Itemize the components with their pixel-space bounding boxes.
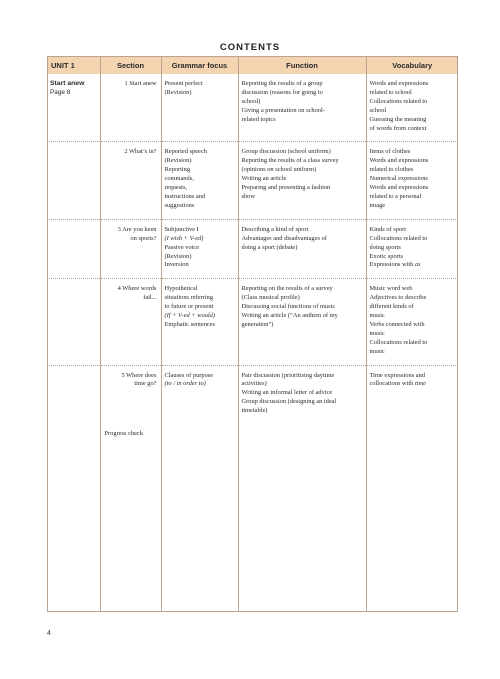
empty-cell — [161, 424, 238, 447]
vocabulary-line: Time expressions and — [369, 371, 426, 379]
grammar-line: Passive voice — [164, 243, 200, 251]
table-row — [47, 74, 458, 142]
grammar-line: Present perfect — [164, 80, 203, 87]
function-line: Reporting on the results of a survey — [241, 285, 333, 293]
empty-cell — [47, 447, 100, 612]
function-line: discussion (reasons for going to — [241, 88, 323, 96]
grammar-cell — [161, 142, 238, 219]
vocabulary-line: related to a personal — [369, 192, 422, 200]
function-line: Reporting the results of a group — [241, 80, 323, 87]
vocabulary-line: doing sports — [369, 243, 401, 251]
vocabulary-line: related to clothes — [369, 166, 414, 174]
function-line: show — [241, 192, 255, 200]
table-row — [47, 219, 458, 279]
empty-cell — [366, 424, 458, 447]
grammar-line: (Revision) — [164, 252, 192, 260]
grammar-line: (to / in order to) — [164, 380, 206, 388]
function-line: related topics — [241, 115, 276, 123]
empty-cell — [161, 447, 238, 612]
function-line: school) — [241, 97, 261, 105]
vocabulary-line: Words and expressions — [369, 157, 429, 165]
vocabulary-line: Collocations related to — [369, 97, 428, 105]
grammar-line: Inversion — [164, 261, 189, 269]
vocabulary-line: music — [369, 329, 385, 337]
grammar-line: Hypothetical — [164, 285, 198, 293]
vocabulary-line: related to school — [369, 88, 412, 96]
vocabulary-line: Words and expressions — [369, 80, 429, 87]
grammar-line: Subjunctive I — [164, 225, 199, 233]
function-cell — [238, 365, 366, 424]
vocabulary-line: Collocations related to — [369, 234, 428, 242]
function-line: Advantages and disadvantages of — [241, 234, 327, 242]
function-cell — [238, 219, 366, 279]
header-grammar: Grammar focus — [161, 56, 238, 74]
unit-cell — [47, 74, 100, 142]
grammar-line: situations referring — [164, 294, 213, 302]
section-line: time go? — [134, 380, 157, 388]
table-header-row — [47, 56, 458, 74]
unit-page: Page 8 — [50, 88, 71, 96]
unit-cell — [47, 279, 100, 365]
section-line: 3 Are you keen — [117, 225, 157, 233]
header-vocabulary: Vocabulary — [366, 56, 458, 74]
function-line: Group discussion (designing an ideal — [241, 398, 337, 406]
unit-cell — [47, 365, 100, 424]
header-section: Section — [100, 56, 161, 74]
vocabulary-line: image — [369, 201, 386, 209]
grammar-line: Emphatic sentences — [164, 320, 216, 328]
function-line: (Class musical profile) — [241, 294, 300, 302]
vocabulary-line: Kinds of sport — [369, 225, 407, 233]
section-line: 2 What’s in? — [124, 148, 157, 156]
table-row — [47, 142, 458, 219]
grammar-line: suggestions — [164, 201, 195, 209]
function-line: Discussing social functions of music — [241, 303, 336, 311]
function-cell — [238, 74, 366, 142]
unit-cell — [47, 219, 100, 279]
vocabulary-line: Expressions with as — [369, 261, 421, 269]
function-line: Reporting the results of a class survey — [241, 157, 339, 165]
table-row — [47, 279, 458, 365]
page-number: 4 — [47, 630, 51, 637]
vocabulary-line: Collocations related to — [369, 338, 428, 346]
progress-row — [47, 424, 458, 447]
empty-cell — [238, 447, 366, 612]
vocabulary-line: Guessing the meaning — [369, 115, 427, 123]
section-cell — [100, 74, 161, 142]
section-line: 5 Where does — [121, 371, 157, 379]
vocabulary-line: music — [369, 347, 385, 355]
grammar-cell — [161, 74, 238, 142]
header-unit: UNIT 1 — [47, 56, 100, 74]
grammar-line: commands, — [164, 175, 194, 183]
section-line: fail... — [143, 294, 157, 302]
function-cell — [238, 279, 366, 365]
contents-title: CONTENTS — [219, 42, 281, 53]
section-cell — [100, 219, 161, 279]
vocabulary-line: Words and expressions — [369, 184, 429, 192]
vocabulary-line: music — [369, 312, 385, 320]
vocabulary-cell — [366, 142, 458, 219]
section-cell — [100, 365, 161, 424]
function-line: (opinions on school uniform) — [241, 166, 317, 174]
empty-cell — [238, 424, 366, 447]
function-line: Writing an article — [241, 175, 287, 183]
function-line: Preparing and presenting a fashion — [241, 184, 331, 192]
section-line: on sports? — [130, 234, 157, 242]
grammar-line: Reporting — [164, 166, 191, 174]
filler-row — [47, 447, 458, 612]
grammar-line: Reported speech — [164, 148, 207, 156]
vocabulary-line: collocations with time — [369, 380, 426, 388]
function-line: timetable) — [241, 407, 268, 415]
vocabulary-line: Exotic sports — [369, 252, 404, 260]
grammar-cell — [161, 365, 238, 424]
vocabulary-line: Adjectives to describe — [369, 294, 427, 302]
empty-cell — [100, 447, 161, 612]
function-line: Writing an informal letter of advice — [241, 389, 333, 397]
vocabulary-line: Numerical expressions — [369, 175, 428, 183]
progress-check-cell — [100, 424, 161, 447]
grammar-line: (If + V-ed + would) — [164, 312, 216, 320]
section-line: 4 Where words — [117, 285, 157, 293]
grammar-line: (Revision) — [164, 88, 192, 96]
grammar-cell — [161, 279, 238, 365]
vocabulary-cell — [366, 74, 458, 142]
vocabulary-cell — [366, 279, 458, 365]
function-line: activities) — [241, 380, 267, 388]
section-cell — [100, 142, 161, 219]
table-row — [47, 365, 458, 424]
function-line: Giving a presentation on school- — [241, 106, 325, 114]
header-function: Function — [238, 56, 366, 74]
vocabulary-line: Verbs connected with — [369, 320, 425, 328]
contents-table — [47, 56, 458, 612]
vocabulary-line: Items of clothes — [369, 148, 411, 156]
grammar-line: instructions and — [164, 192, 206, 200]
section-line: 1 Start anew — [124, 80, 157, 87]
grammar-line: requests, — [164, 184, 188, 192]
vocabulary-line: Music word web — [369, 285, 413, 293]
grammar-line: (I wish + V-ed) — [164, 234, 204, 242]
progress-check-label: Progress check — [104, 430, 144, 438]
unit-title: Start anew — [50, 80, 85, 87]
grammar-line: Clauses of purpose — [164, 371, 214, 379]
function-cell — [238, 142, 366, 219]
empty-cell — [47, 424, 100, 447]
vocabulary-cell — [366, 365, 458, 424]
vocabulary-cell — [366, 219, 458, 279]
vocabulary-line: different kinds of — [369, 303, 414, 311]
function-line: Group discussion (school uniform) — [241, 148, 331, 156]
unit-cell — [47, 142, 100, 219]
grammar-cell — [161, 219, 238, 279]
function-line: Writing an article (“An anthem of my — [241, 312, 338, 320]
function-line: Describing a kind of sport — [241, 225, 309, 233]
function-line: doing a sport (debate) — [241, 243, 298, 251]
grammar-line: to future or present — [164, 303, 214, 311]
vocabulary-line: school — [369, 106, 387, 114]
section-cell — [100, 279, 161, 365]
function-line: generation”) — [241, 320, 274, 328]
function-line: Pair discussion (prioritising daytime — [241, 371, 335, 379]
grammar-line: (Revision) — [164, 157, 192, 165]
empty-cell — [366, 447, 458, 612]
vocabulary-line: of words from context — [369, 124, 427, 132]
